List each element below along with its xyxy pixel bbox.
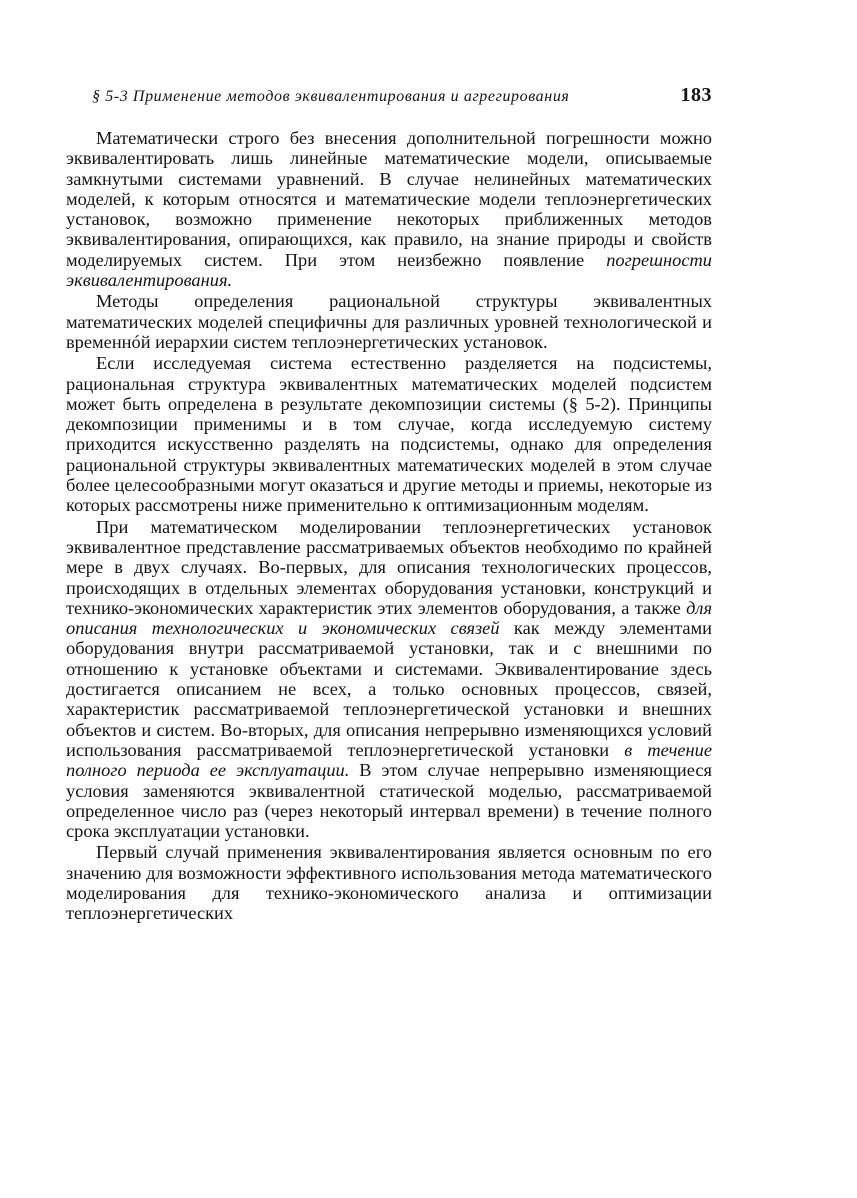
- book-page: [66, 84, 712, 924]
- paragraph-1-text: Математически строго без внесения дополнительной погрешности можно эквивалентировать лишь линейные математические модели, описываемые замкнутыми системами уравнений. В случае нелинейных математических моделей, к которым относятся и математические модели теплоэнергетических установок, возможно применение некоторых приближенных методов эквивалентирования, опирающихся, как правило, на знание природы и свойств моделируемых систем. При этом неизбежно появление: [66, 128, 712, 270]
- paragraph-4-text-a: При математическом моделировании теплоэнергетических установок эквивалентное представление рассматриваемых объектов необходимо по крайней мере в двух случаях. Во-первых, для описания технологических процессов, происходящих в отдельных элементах оборудования установки, конструкций и технико-экономических характеристик этих элементов оборудования, а также: [66, 516, 712, 618]
- paragraph-4-emphasis-b: в течение полного периода ее эксплуатации.: [66, 739, 712, 781]
- paragraph-4-text-c: В этом случае непрерывно изменяющиеся условия заменяются эквивалентной статической моделью, рассматриваемой определенное число раз (через некоторый интервал времени) в течение полного срока эксплуатации установки.: [66, 760, 712, 842]
- body-text: [66, 128, 712, 924]
- paragraph-4-emphasis-a: для описания технологических и экономических связей: [66, 597, 712, 639]
- running-head: [66, 84, 712, 114]
- running-title: § 5-3 Применение методов эквивалентирования и агрегирования: [92, 88, 570, 105]
- paragraph-4: [66, 517, 712, 842]
- paragraph-5: Первый случай применения эквивалентирования является основным по его значению для возможности эффективного использования метода математического моделирования для технико-экономического анализа и оптимизации теплоэнергетических: [66, 842, 712, 924]
- page-number: 183: [680, 84, 712, 106]
- paragraph-4-text-b: как между элементами оборудования внутри рассматриваемой установки, так и с внешними по отношению к установке объектами и системами. Эквивалентирование здесь достигается описанием не всех, а только основных процессов, связей, характеристик рассматриваемой теплоэнергетической установки и внешних объектов и систем. Во-вторых, для описания непрерывно изменяющихся условий использования рассматриваемой теплоэнергетической установки: [66, 618, 712, 760]
- paragraph-1-emphasis: погрешности эквивалентирования.: [66, 249, 712, 291]
- paragraph-2: Методы определения рациональной структуры эквивалентных математических моделей специфичны для различных уровней технологической и временнóй иерархии систем теплоэнергетических установок.: [66, 291, 712, 352]
- paragraph-3: Если исследуемая система естественно разделяется на подсистемы, рациональная структура эквивалентных математических моделей подсистем может быть определена в результате декомпозиции системы (§ 5-2). Принципы декомпозиции применимы и в том случае, когда исследуемую систему приходится искусственно разделять на подсистемы, однако для определения рациональной структуры эквивалентных математических моделей в этом случае более целесообразными могут оказаться и другие методы и приемы, некоторые из которых рассмотрены ниже применительно к оптимизационным моделям.: [66, 353, 712, 516]
- paragraph-1: [66, 128, 712, 290]
